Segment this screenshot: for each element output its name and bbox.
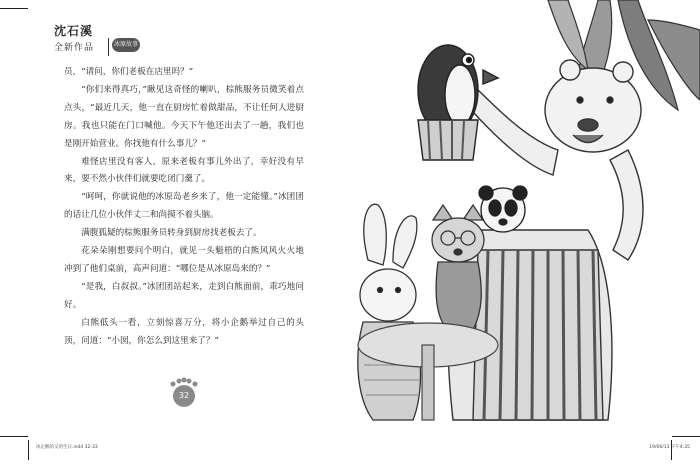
series-subtitle: 全新作品 <box>54 43 95 53</box>
fox <box>432 205 484 330</box>
paragraph: 花朵朵刚想要问个明白，就见一头魁梧的白熊风风火火地冲到了他们桌前，高声问道：“哪位是从冰原岛来的？” <box>64 246 304 274</box>
print-slug-time: 19/06/13 下午4:35 <box>649 445 690 450</box>
paragraph: 白熊低头一看，立刻惊喜万分，将小企鹅举过自己的头顶，问道：“小囡，你怎么到这里来了？” <box>64 317 304 346</box>
bunny <box>358 204 421 420</box>
paragraph: 难怪店里没有客人，原来老板有事儿外出了，幸好没有早来，要不然小伙伴们就要吃闭门羹了。 <box>64 156 304 185</box>
illustration-art <box>348 0 700 460</box>
header-divider <box>108 38 109 56</box>
left-text-page <box>0 0 348 460</box>
series-tag: 冰原故事 <box>112 38 140 52</box>
story-text <box>64 64 304 351</box>
paragraph: “是我，白叔叔。”冰团团站起来，走到白熊面前，乖巧地问好。 <box>64 281 304 310</box>
paragraph: “你们来得真巧，”瞅见这奇怪的喇叭，棕熊服务员微笑着点点头，“最近几天，他一直在厨房忙着做甜品，不让任何人进厨房。我也只能在门口喊他。今天下午他还出去了一趟，我们也是刚开始营业。你找他有什么事儿？” <box>64 84 304 149</box>
print-slug-file: 冰企鹅的又的生日.indd 32-33 <box>36 445 98 450</box>
story-illustration <box>348 0 700 460</box>
striped-apron <box>473 250 603 420</box>
series-author: 沈石溪 <box>54 24 94 38</box>
running-header <box>54 24 174 64</box>
paragraph: “呵呵，你就说他的冰原岛老乡来了，他一定能懂。”冰团团的话让几位小伙伴丈二和尚摸不着头脑。 <box>64 192 304 221</box>
page-number: 32 <box>173 385 195 407</box>
penguin-striped-shorts <box>418 120 478 160</box>
paragraph: 满腹狐疑的棕熊服务员转身到厨房找老板去了。 <box>81 228 262 239</box>
panda <box>479 186 527 232</box>
paragraph: 员，“请问，你们老板在店里吗？” <box>64 67 194 77</box>
